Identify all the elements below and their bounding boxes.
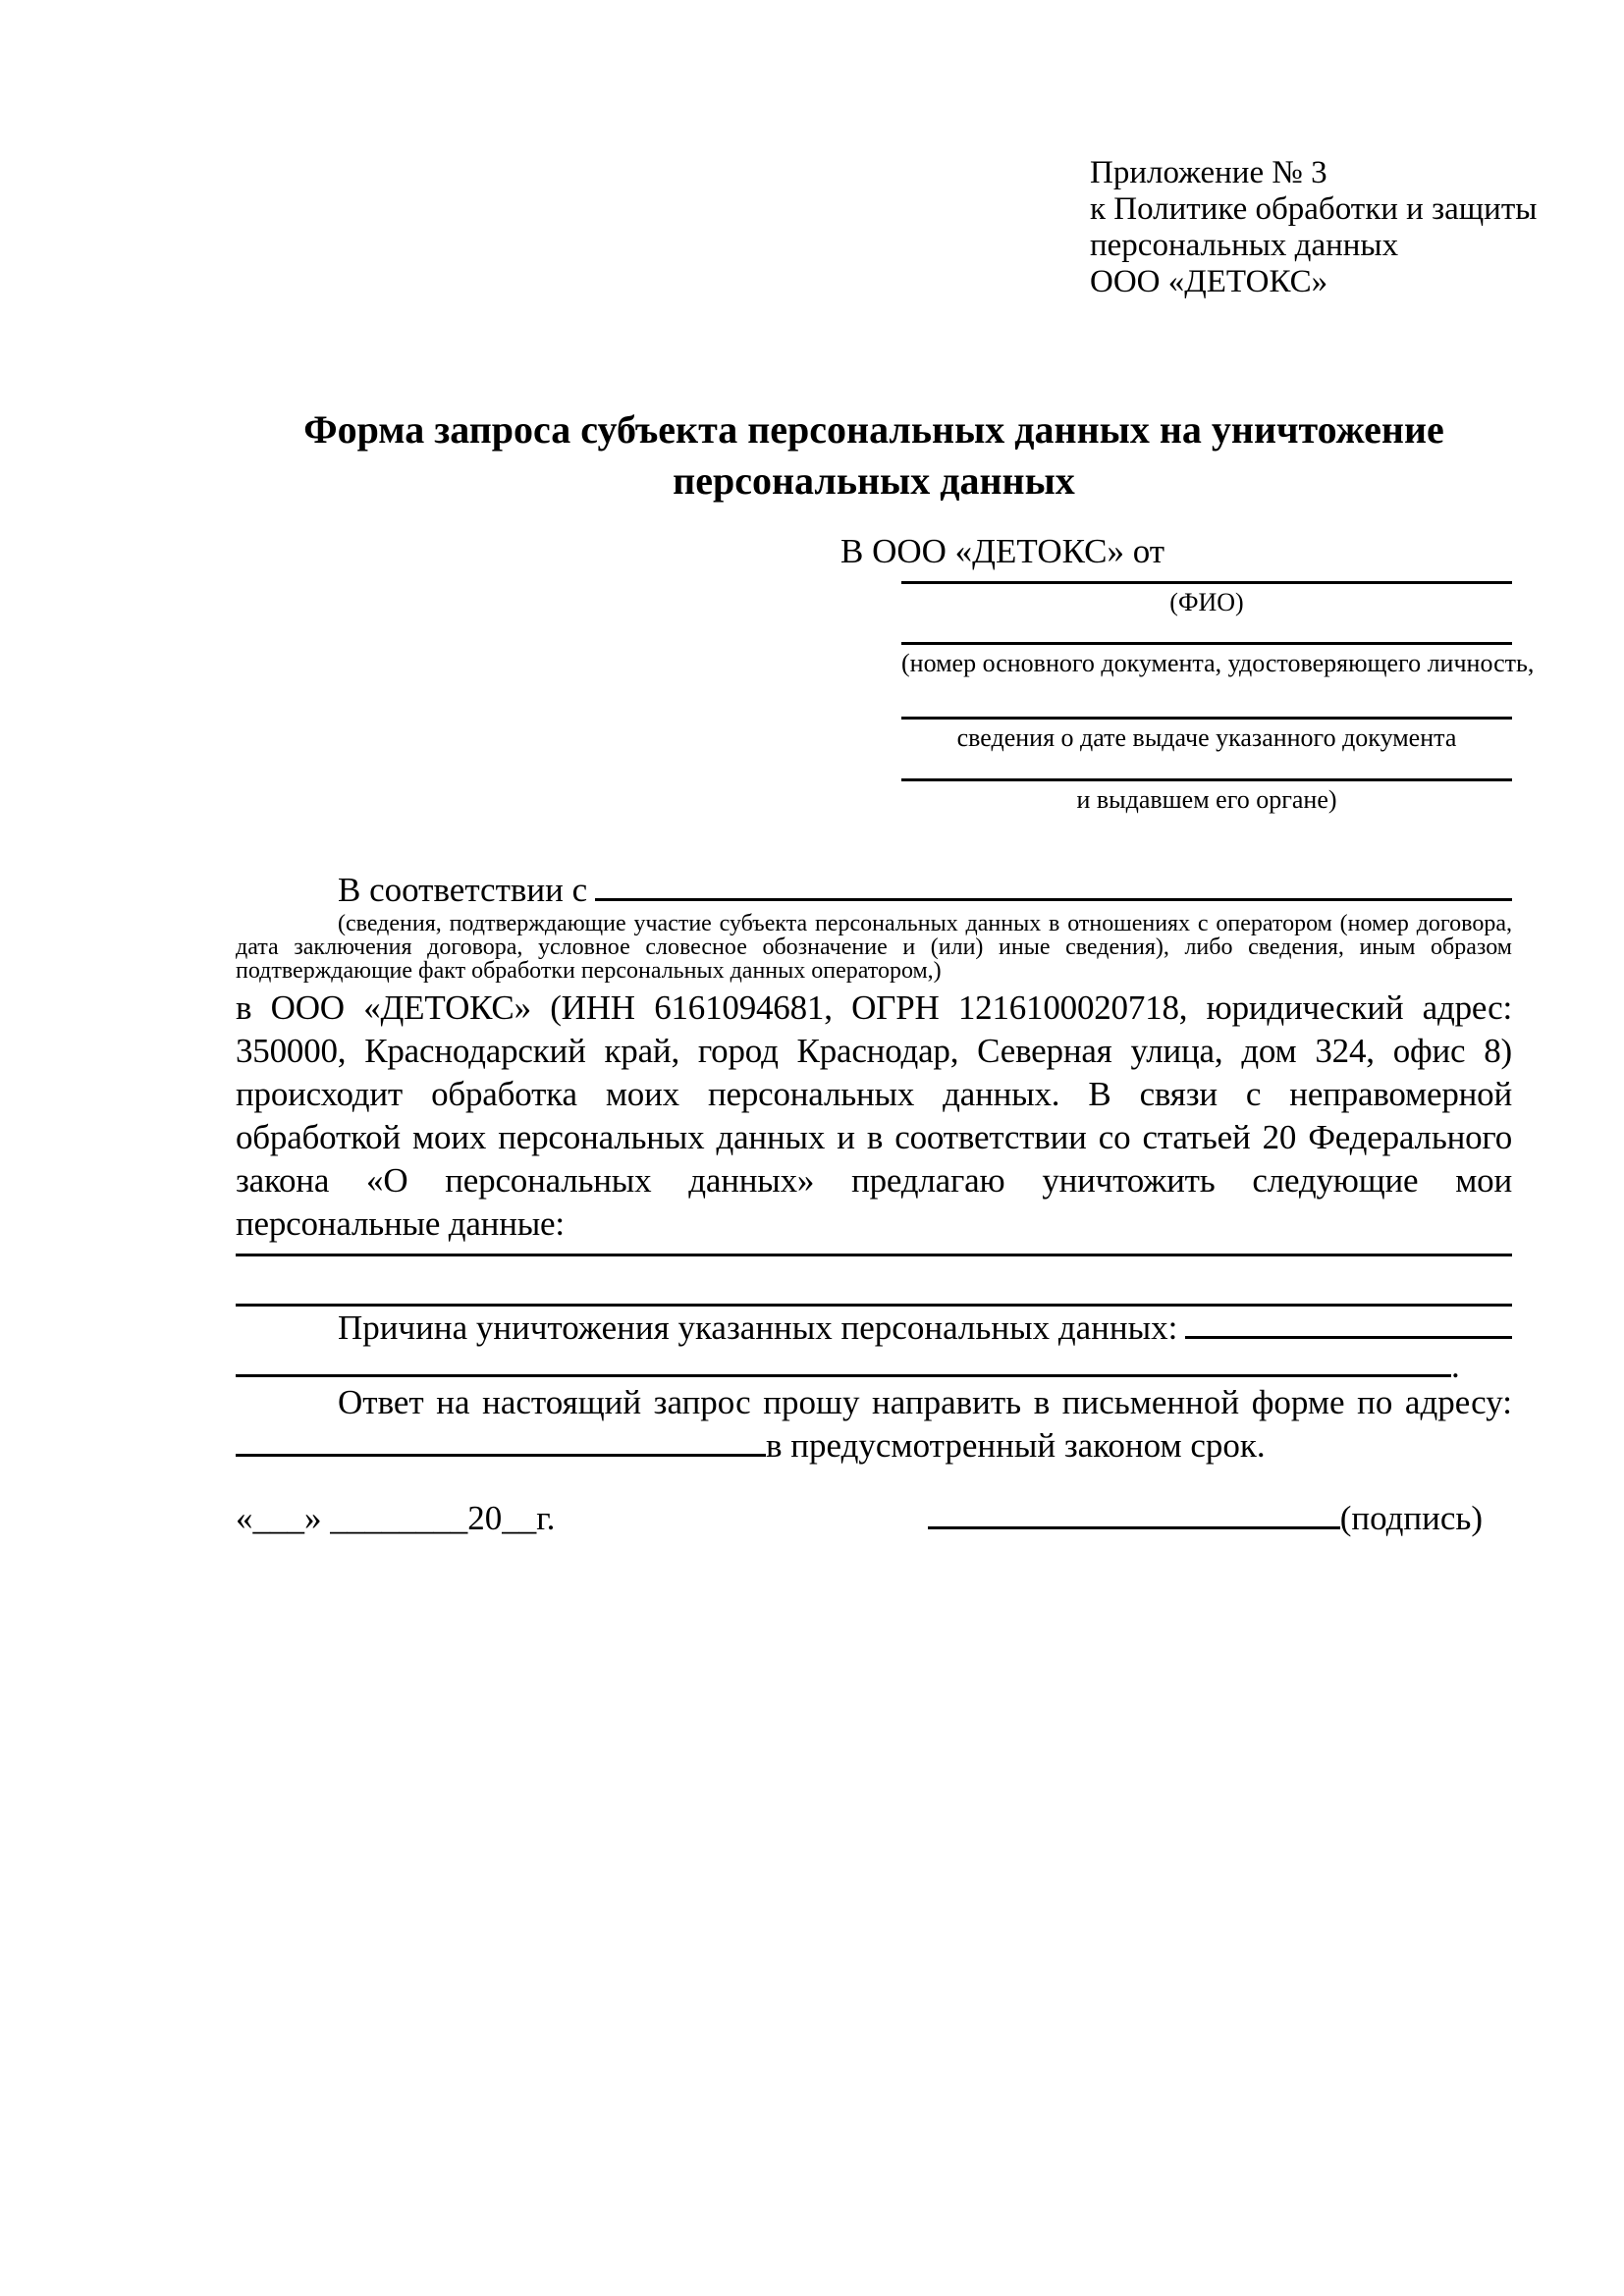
- appendix-line: ООО «ДЕТОКС»: [1090, 264, 1328, 299]
- body-paragraph: в ООО «ДЕТОКС» (ИНН 6161094681, ОГРН 1216100020718, юридический адрес: 350000, Краснодарский край, город Краснодар, Северная улица, дом 324, офис 8) происходит обработка моих персональных данных. В связи с неправомерной обработкой моих персональных данных и в соответствии со статьей 20 Федерального закона «О персональных данных» предлагаю уничтожить следующие мои персональные данные:: [236, 988, 1512, 1243]
- fio-field-label: (ФИО): [1169, 588, 1244, 616]
- signature-fill-line: [928, 1524, 1340, 1529]
- page-content: [236, 155, 1538, 1540]
- signature-line: [928, 1497, 1483, 1540]
- signature-label: (подпись): [1339, 1499, 1483, 1537]
- accordance-prefix: В соответствии с: [338, 871, 588, 909]
- appendix-line: Приложение № 3: [1090, 155, 1327, 190]
- appendix-line: персональных данных: [1090, 228, 1399, 263]
- accordance-line: [236, 869, 1512, 912]
- reason-continuation-line: [236, 1347, 1512, 1385]
- issue-date-field-label: сведения о дате выдаче указанного документа: [956, 723, 1457, 752]
- reason-fill-line-2: [236, 1374, 1451, 1377]
- fio-field: [901, 581, 1512, 618]
- accordance-fill-line: [595, 898, 1512, 901]
- personal-data-fill-line-1: [236, 1254, 1512, 1256]
- appendix-line: к Политике обработки и защиты: [1090, 191, 1538, 227]
- reply-address-line: [236, 1424, 1512, 1468]
- address-fill-line: [236, 1452, 766, 1457]
- reply-tail-text: в предусмотренный законом срок.: [766, 1426, 1266, 1465]
- reason-fill-line: [1185, 1336, 1512, 1339]
- accordance-note: (сведения, подтверждающие участие субъекта персональных данных в отношениях с оператором (номер договора, дата заключения договора, условное словесное обозначение и (или) иные сведения), либо сведения, иным образом подтверждающие факт обработки персональных данных оператором,): [236, 911, 1512, 984]
- trailing-period: .: [1451, 1347, 1460, 1385]
- reason-label: Причина уничтожения указанных персональных данных:: [338, 1308, 1178, 1347]
- date-line: «___» ________20__г.: [236, 1499, 556, 1537]
- document-number-field-label: (номер основного документа, удостоверяющего личность,: [901, 649, 1535, 677]
- form-title: Форма запроса субъекта персональных данных на уничтожение персональных данных: [303, 407, 1444, 503]
- issuing-authority-field: [901, 778, 1512, 816]
- reason-line: [236, 1307, 1512, 1350]
- addressee-line: В ООО «ДЕТОКС» от: [840, 532, 1165, 570]
- reply-request-paragraph: Ответ на настоящий запрос прошу направить в письменной форме по адресу:: [338, 1383, 1512, 1421]
- document-number-field: [901, 642, 1535, 679]
- appendix-block: [1090, 155, 1538, 300]
- issuing-authority-field-label: и выдавшем его органе): [1076, 785, 1337, 814]
- issue-date-field: [901, 717, 1512, 754]
- date-signature-row: [236, 1497, 1512, 1540]
